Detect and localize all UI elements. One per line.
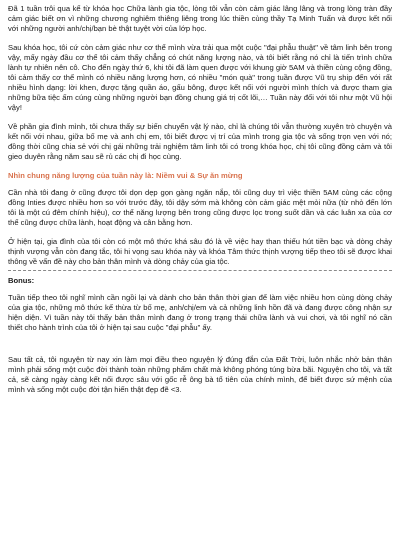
paragraph-prosperity: Ở hiện tại, gia đình của tôi còn có một mô thức khá sâu đó là về việc hay than thiếu hút tiền bạc và dòng chảy thịnh vượng vẫn còn đang tắc, tôi hi vọng sau khóa này và khóa Tâm thức thịnh vượng tiếp theo tôi sẽ được khai thông về vấn đề này cho bản thân mình và dòng chảy của gia tộc.	[8, 237, 392, 266]
paragraph-home-5am: Cần nhà tôi đang ở cũng được tôi dọn dẹp gọn gàng ngăn nắp, tôi cũng duy trì việc thiền 5AM cùng các cộng đồng Inties được nhiều hơn so với trước đây, tôi dậy sớm mà không còn cảm giác mệt mỏi nữa (từ nhỏ đến lớn tôi là một cú đêm chính hiệu), cơ thể năng lượng bên trong cũng được lọc trong suốt dần và các luân xa của cơ thể cũng được chữa lành, hoạt động và cân bằng hơn.	[8, 188, 392, 227]
paragraph-family: Về phần gia đình mình, tôi chưa thấy sự biến chuyển vật lý nào, chỉ là chúng tôi vẫn thường xuyên trò chuyện và kết nối với nhau, giữa bố mẹ và anh chị em, tôi biết được vị trí của mình trong gia tộc và sống trọn vẹn với nó; đồng thời cũng chia sẻ với chị gái những trải nghiệm tâm linh tôi có trong khóa học, chị tôi cũng đồng cảm và tôi gieo duyên rằng năm sau sẽ rủ các chị đi học cùng.	[8, 122, 392, 161]
bonus-title: Bonus:	[8, 276, 35, 285]
dashed-divider	[8, 270, 392, 271]
paragraph-after-course: Sau khóa học, tôi cứ còn cảm giác như cơ thể mình vừa trải qua một cuộc "đại phẫu thuật" về tâm linh bên trong vậy, mấy ngày đầu cơ thể tôi cảm thấy chẳng có chút năng lượng nào, và tôi biết rằng nó chỉ là tiến trình chữa lành tự nhiên nên cô. Cho đến ngày thứ 6, khi tôi đã làm quen được với khung giờ 5AM và thiền cùng cộng đồng, tôi cảm thấy cơ thể mình có nhiều năng lượng hơn, có nhiều "món quà" trong tuần được Vũ trụ ship đến với rất nhiều hình dạng: lời khen, được tặng quần áo, gấu bông, được kết nối với người mình thích và được tham gia những bữa tiệc ấm cúng cùng những người bạn đồng chung giá trị cốt lõi,… Tuần này đối với tôi như một Vũ hội vậy!	[8, 43, 392, 112]
section-heading: Nhìn chung năng lượng của tuần này là: Niềm vui & Sự ăn mừng	[8, 171, 243, 180]
paragraph-intro: Đã 1 tuần trôi qua kể từ khóa học Chữa lành gia tộc, lòng tôi vẫn còn cảm giác lâng lâng và trong lòng tràn đầy cảm giác biết ơn vì những chương nghiêm thiêng liêng trong lúc thiền cùng thầy Tạ Minh Tuấn và được kết nối với những người anh/chị/bạn bè thật tuyệt vời của lớp học.	[8, 4, 392, 33]
paragraph-bonus-vow: Sau tất cả, tôi nguyện từ nay xin làm mọi điều theo nguyện lý đúng đắn của Đất Trời, luôn nhắc nhở bản thân mình phải sống một cuộc đời thành toàn những phẩm chất mà không phóng túng bừa bãi. Nguyện cho tôi, và tất cả, sẽ càng ngày càng kết nối được sâu với gốc rễ ông bà tổ tiên của chính mình, để biết được sứ mệnh của mình và sống một cuộc đời tận hiến thật đẹp đẽ <3.	[8, 355, 392, 394]
paragraph-bonus-next-week: Tuần tiếp theo tôi nghĩ mình cần ngồi lại và dành cho bản thân thời gian để làm việc nhiều hơn cùng dòng chảy của gia tộc, những mô thức kế thừa từ bố mẹ, anh/chị/em và cả những linh hồn đã và đang được công nhận sự hiện diện. Vì tuần này tôi thấy bản thân mình đang ở trong trạng thái chữa lành và vui chơi, và tôi nghĩ nó cần thiết cho hành trình của tôi ở hiện tại sau cuộc "đại phẫu" ấy.	[8, 293, 392, 332]
